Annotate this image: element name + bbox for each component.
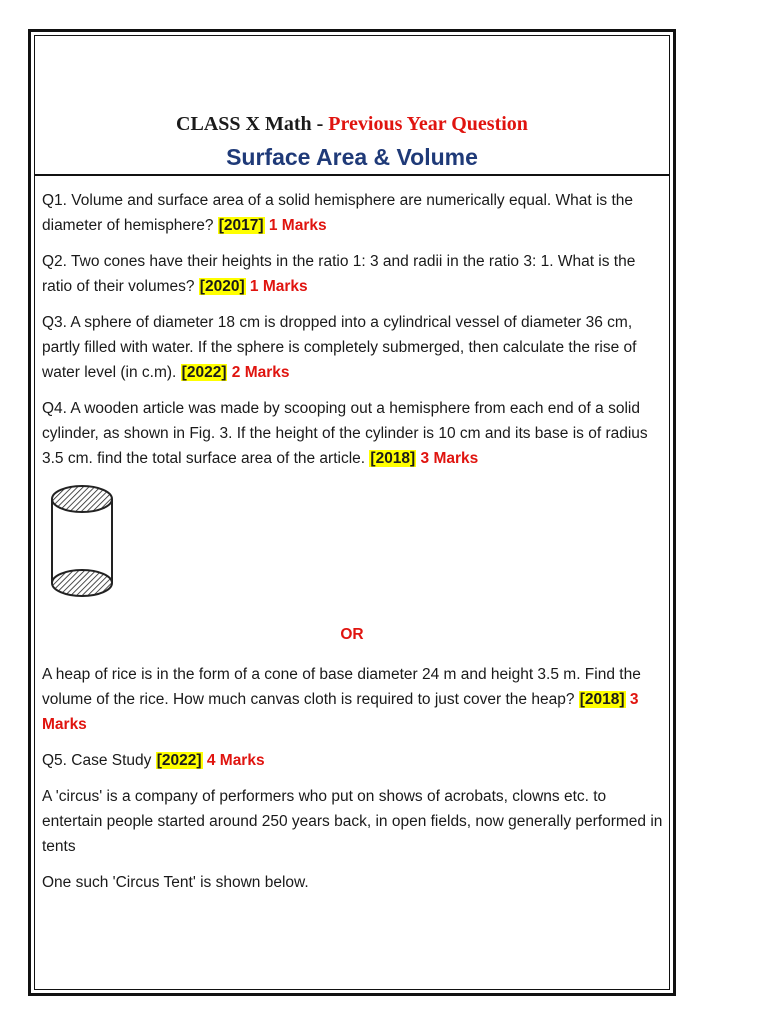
class-title: CLASS X Math - Previous Year Question xyxy=(176,113,528,135)
pyq-label: Previous Year Question xyxy=(328,113,528,135)
marks-label: 4 Marks xyxy=(202,752,265,769)
year-badge: [2020] xyxy=(199,278,245,295)
marks-label: 2 Marks xyxy=(227,364,290,381)
marks-label: 3 Marks xyxy=(416,450,479,467)
question-1: Q1. Volume and surface area of a solid hemisphere are numerically equal. What is the diameter of hemisphere? [2017] 1 Marks xyxy=(42,192,634,234)
marks-label: 3 Marks xyxy=(42,691,639,733)
question-4: Q4. A wooden article was made by scooping out a hemisphere from each end of a solid cylinder, as shown in Fig. 3. If the height of the cylinder is 10 cm and its base is of radius 3.5 cm. find the total surface area of the article. [2018] 3 Marks xyxy=(42,400,648,467)
page-title: Surface Area & Volume xyxy=(226,144,478,170)
marks-label: 1 Marks xyxy=(264,217,327,234)
title-divider xyxy=(34,174,670,176)
year-badge: [2018] xyxy=(370,450,416,467)
questions-block xyxy=(42,188,664,471)
year-badge: [2017] xyxy=(218,217,264,234)
question-5: Q5. Case Study [2022] 4 Marks xyxy=(42,752,265,769)
year-badge: [2022] xyxy=(181,364,227,381)
or-label: OR xyxy=(340,626,364,643)
year-badge: [2022] xyxy=(156,752,202,769)
question-3: Q3. A sphere of diameter 18 cm is dropped into a cylindrical vessel of diameter 36 cm, partly filled with water. If the sphere is completely submerged, then calculate the rise of water level (in c.m). [2022] 2 Marks xyxy=(42,314,637,381)
question-4-alternative: A heap of rice is in the form of a cone of base diameter 24 m and height 3.5 m. Find the volume of the rice. How much canvas cloth is required to just cover the heap? [2018] 3 Marks xyxy=(42,666,641,733)
question-2: Q2. Two cones have their heights in the ratio 1: 3 and radii in the ratio 3: 1. What is the ratio of their volumes? [2020] 1 Marks xyxy=(42,253,636,295)
cylinder-figure xyxy=(48,482,116,604)
year-badge: [2018] xyxy=(579,691,625,708)
case-study-paragraph: A 'circus' is a company of performers who put on shows of acrobats, clowns etc. to entertain people started around 250 years back, in open fields, now generally performed in tents xyxy=(42,788,663,855)
marks-label: 1 Marks xyxy=(245,278,308,295)
case-study-note: One such 'Circus Tent' is shown below. xyxy=(42,874,309,891)
questions-block-2 xyxy=(42,662,664,895)
